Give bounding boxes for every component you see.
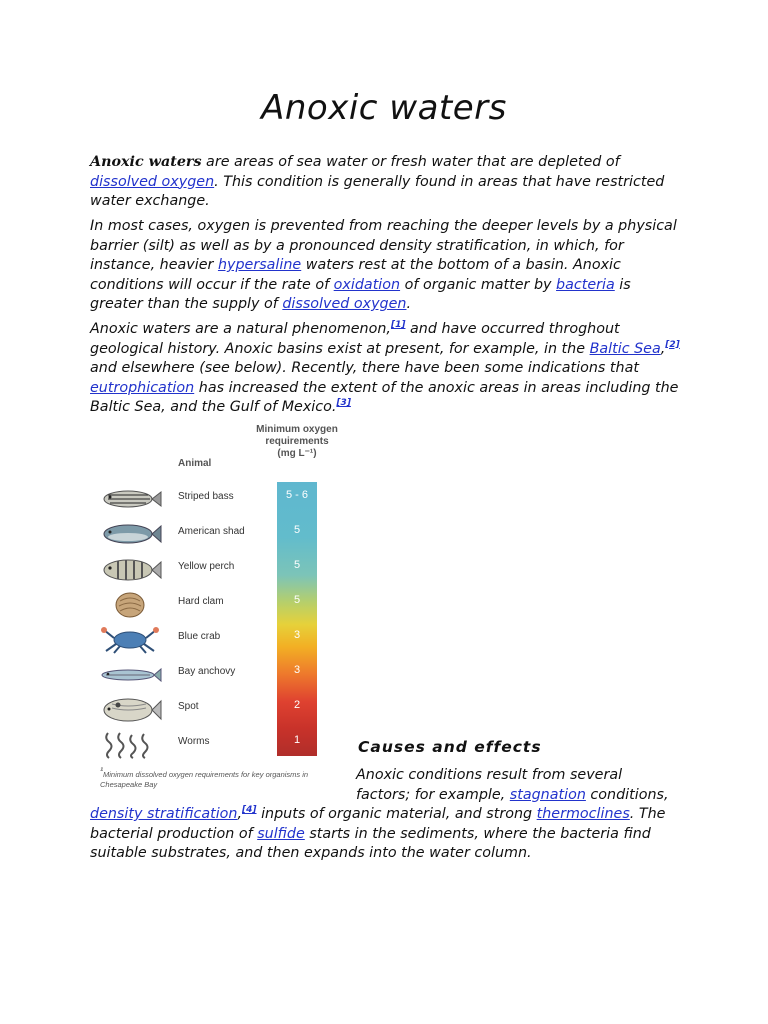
text-run: Anoxic conditions result from several: [356, 767, 623, 783]
paragraph-causes-intro: [356, 766, 686, 805]
intro-paragraph: [90, 153, 682, 212]
figure-heading-requirements: [237, 424, 357, 460]
yellow-perch-icon: [98, 554, 162, 584]
oxygen-value: 3: [293, 629, 301, 641]
american-shad-icon: [98, 519, 162, 549]
animal-label: Hard clam: [178, 596, 224, 607]
animal-row: [92, 694, 272, 724]
animal-label: Blue crab: [178, 631, 221, 642]
paragraph-causes: [90, 805, 682, 864]
link-hypersaline[interactable]: hypersaline: [217, 257, 302, 273]
animal-label: Striped bass: [178, 491, 234, 502]
text-run: has increased the extent of the anoxic areas in areas including the Baltic Sea, and the Gulf of Mexico.: [90, 379, 679, 415]
animal-row: [92, 659, 272, 689]
link-bacteria[interactable]: bacteria: [556, 276, 615, 293]
animal-row: [92, 729, 272, 759]
oxygen-value: 5 - 6: [285, 489, 308, 501]
link-oxidation[interactable]: oxidation: [333, 276, 401, 293]
citation-4[interactable]: [4]: [242, 805, 257, 816]
link-baltic-sea[interactable]: Baltic Sea: [589, 340, 661, 357]
text-run: is greater than the supply of: [90, 276, 631, 312]
oxygen-requirements-figure: [92, 420, 352, 800]
text-run: and elsewhere (see below). Recently, there have been some indications that: [90, 360, 639, 376]
link-sulfide[interactable]: sulfide: [257, 825, 305, 842]
bay-anchovy-icon: [98, 659, 162, 689]
oxygen-value: 1: [293, 734, 301, 746]
page-title: Anoxic waters: [261, 88, 507, 128]
animal-row: [92, 519, 272, 549]
hard-clam-icon: [98, 589, 162, 619]
text-run: conditions,: [585, 786, 669, 803]
paragraph-barrier: [90, 217, 682, 315]
text-run: starts in the sediments, where the bacteria find suitable substrates, and then expands into the water column.: [90, 825, 651, 861]
text-run: waters rest at the bottom of a basin. Anoxic conditions will occur if the rate of: [90, 257, 621, 293]
animal-label: Yellow perch: [178, 561, 235, 572]
striped-bass-icon: [98, 484, 162, 514]
citation-3[interactable]: [3]: [336, 398, 351, 409]
text-run: and have occurred throghout geological history. Anoxic basins exist at present, for example, in the: [90, 321, 620, 357]
link-stagnation[interactable]: stagnation: [509, 786, 586, 803]
text-run: In most cases, oxygen is prevented from reaching the deeper levels by a physical barrier (silt) as well as by a pronounced density stratification, in which, for instance, heavier: [90, 218, 677, 273]
animal-row: [92, 484, 272, 514]
citation-2[interactable]: [2]: [665, 339, 680, 350]
animal-label: Spot: [178, 701, 199, 712]
link-density-stratification[interactable]: density stratification: [90, 806, 238, 822]
heading-line: (mg L⁻¹): [277, 448, 317, 459]
text-run: ,: [660, 340, 666, 357]
spot-fish-icon: [98, 694, 162, 724]
citation-1[interactable]: [1]: [390, 320, 406, 331]
oxygen-value: 2: [293, 699, 301, 711]
caption-ref: ¹: [100, 765, 103, 776]
oxygen-value: 5: [293, 524, 301, 536]
animal-label: American shad: [178, 526, 245, 537]
figure-caption: [100, 765, 350, 790]
text-run: are areas of sea water or fresh water that are depleted of: [201, 154, 620, 170]
caption-text: Minimum dissolved oxygen requirements for key organisms in Chesapeake Bay: [100, 770, 309, 789]
link-dissolved-oxygen[interactable]: dissolved oxygen: [90, 173, 215, 190]
link-eutrophication[interactable]: eutrophication: [90, 379, 195, 396]
animal-row: [92, 554, 272, 584]
text-run: ,: [237, 806, 243, 822]
paragraph-phenomenon: [90, 320, 682, 418]
heading-line: requirements: [265, 436, 329, 447]
text-run: of organic matter by: [400, 276, 557, 293]
text-run: .: [406, 296, 412, 312]
term-bold: Anoxic waters: [90, 154, 202, 170]
text-run: inputs of organic material, and strong: [256, 806, 537, 822]
heading-line: Minimum oxygen: [256, 424, 338, 435]
animal-row: [92, 589, 272, 619]
text-run: . The bacterial production of: [90, 806, 666, 842]
oxygen-value: 3: [293, 664, 301, 676]
animal-label: Bay anchovy: [178, 666, 236, 677]
animal-label: Worms: [178, 736, 210, 747]
blue-crab-icon: [98, 624, 162, 654]
oxygen-value: 5: [293, 559, 301, 571]
section-heading-causes: Causes and effects: [358, 738, 542, 756]
animal-row: [92, 624, 272, 654]
worms-icon: [98, 729, 162, 759]
text-run: factors; for example,: [356, 786, 510, 803]
text-run: . This condition is generally found in areas that have restricted water exchange.: [90, 173, 665, 209]
text-run: Anoxic waters are a natural phenomenon,: [90, 321, 391, 337]
oxygen-value: 5: [293, 594, 301, 606]
link-dissolved-oxygen-2[interactable]: dissolved oxygen: [282, 296, 407, 312]
link-thermoclines[interactable]: thermoclines: [536, 806, 630, 822]
figure-heading-animal: Animal: [178, 458, 212, 469]
